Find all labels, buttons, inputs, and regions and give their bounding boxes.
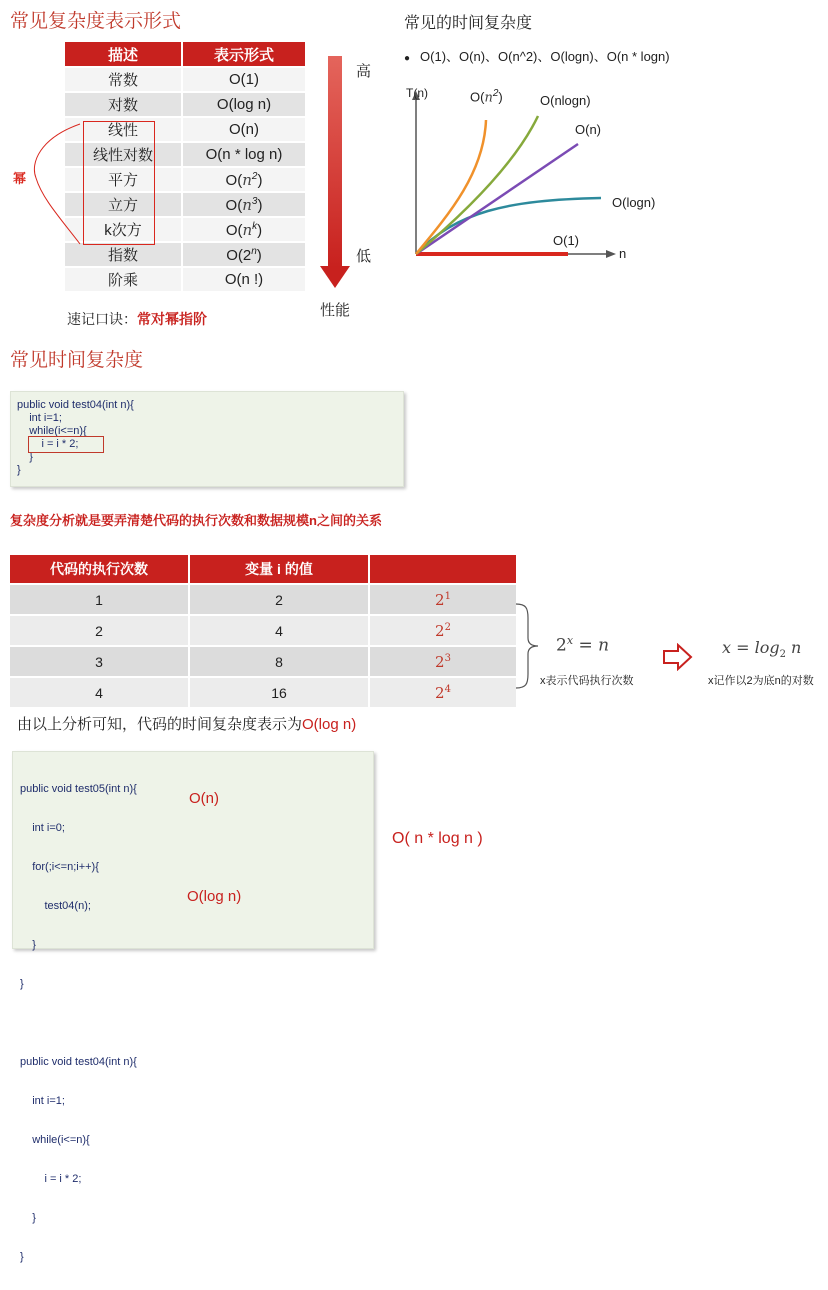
code-line: int i=1; <box>20 1095 65 1107</box>
cell-count: 2 <box>10 616 188 645</box>
row-desc: 常数 <box>65 68 181 91</box>
table-row <box>10 616 516 645</box>
x-axis-arrow-icon <box>606 250 616 258</box>
code-line: } <box>20 1251 24 1263</box>
conclusion <box>17 713 356 734</box>
row-desc: 线性 <box>65 118 181 141</box>
header-desc: 描述 <box>65 42 181 66</box>
row-form: O(n !) <box>183 268 305 291</box>
values-table <box>8 553 518 709</box>
label-test04-complexity: O(log n) <box>187 888 242 905</box>
power-rows-highlight <box>83 121 155 245</box>
equation-right: $x = \log_2 n$ <box>722 638 802 661</box>
conclusion-highlight: O(log n) <box>302 716 357 733</box>
cell-count: 1 <box>10 585 188 614</box>
table-row <box>65 68 305 91</box>
conclusion-text: 由以上分析可知，代码的时间复杂度表示为 <box>17 716 303 733</box>
table-header-row <box>65 42 305 66</box>
label-ologn: O(logn) <box>612 195 656 210</box>
label-o1: O(1) <box>553 233 579 248</box>
row-form: $O(n^2)$ <box>183 168 305 191</box>
row-desc: 立方 <box>65 193 181 216</box>
cell-power: $2^2$ <box>370 616 516 645</box>
table-row <box>65 268 305 291</box>
cell-value: 8 <box>190 647 368 676</box>
performance-arrow <box>318 56 352 290</box>
code-line: public void test05(int n){ <box>20 783 137 795</box>
cell-value: 2 <box>190 585 368 614</box>
code-block-test05 <box>12 751 374 1263</box>
common-title: 常见时间复杂度 <box>10 350 144 371</box>
code-line: } <box>17 451 33 463</box>
cell-power: $2^4$ <box>370 678 516 707</box>
row-desc: 平方 <box>65 168 181 191</box>
brace-curve <box>20 118 90 248</box>
code-line: } <box>20 939 36 951</box>
arrow-perf-label: 性能 <box>320 302 351 319</box>
code-line: } <box>20 1212 36 1224</box>
row-desc: 指数 <box>65 243 181 266</box>
cell-count: 3 <box>10 647 188 676</box>
code-line: } <box>20 978 24 990</box>
row-desc: 对数 <box>65 93 181 116</box>
mnemonic <box>67 309 207 329</box>
equation-left: $2^x = n$ <box>556 634 610 656</box>
label-on: O(n) <box>575 122 601 137</box>
cell-value: 16 <box>190 678 368 707</box>
code-line: int i=1; <box>17 412 62 424</box>
code-line: public void test04(int n){ <box>17 399 134 411</box>
code-line: test04(n); <box>20 900 91 912</box>
code-line: public void test04(int n){ <box>20 1056 137 1068</box>
mnemonic-value: 常对幂指阶 <box>137 311 207 327</box>
cell-count: 4 <box>10 678 188 707</box>
curve-on2 <box>416 120 486 254</box>
header-power <box>370 555 516 583</box>
label-onlogn: O(nlogn) <box>540 93 591 108</box>
table-row <box>10 678 516 707</box>
cell-power: $2^1$ <box>370 585 516 614</box>
cell-value: 4 <box>190 616 368 645</box>
mnemonic-prefix: 速记口诀： <box>67 311 137 327</box>
code-line <box>20 1017 373 1030</box>
row-desc: 线性对数 <box>65 143 181 166</box>
table-brace <box>512 602 542 690</box>
total-complexity: O( n * log n ) <box>392 830 483 847</box>
code-line: for(;i<=n;i++){ <box>20 861 99 873</box>
equation-right-note: x记作以2为底n的对数 <box>708 675 814 687</box>
row-desc: k次方 <box>65 218 181 241</box>
graph-bullet: ● O(1)、O(n)、O(n^2)、O(logn)、O(n * logn) <box>404 49 670 64</box>
complexity-graph <box>396 82 656 272</box>
label-on2: $O(n^2)$ <box>470 88 503 106</box>
code-line: i = i * 2; <box>20 1173 82 1185</box>
code-line: i = i * 2; <box>17 438 79 450</box>
code-line: while(i<=n){ <box>17 425 87 437</box>
hollow-arrow-icon <box>662 643 694 671</box>
table-row <box>65 243 305 266</box>
code-line: int i=0; <box>20 822 65 834</box>
row-form: O(1) <box>183 68 305 91</box>
label-test05-complexity: O(n) <box>189 790 219 807</box>
equation-left-note: x表示代码执行次数 <box>540 675 634 687</box>
table-row <box>10 647 516 676</box>
table-header-row <box>10 555 516 583</box>
arrow-high-label: 高 <box>356 63 372 80</box>
row-form: $O(n^3)$ <box>183 193 305 216</box>
row-form: O(n) <box>183 118 305 141</box>
row-form: O(n * log n) <box>183 143 305 166</box>
arrow-low-label: 低 <box>356 248 372 265</box>
header-form: 表示形式 <box>183 42 305 66</box>
y-axis-label: T(n) <box>406 86 428 100</box>
row-desc: 阶乘 <box>65 268 181 291</box>
code-highlight-box <box>28 436 104 453</box>
row-form: O(2$^n$) <box>183 243 305 266</box>
row-form: O(log n) <box>183 93 305 116</box>
analysis-title: 复杂度分析就是要弄清楚代码的执行次数和数据规模n之间的关系 <box>10 513 382 528</box>
forms-title: 常见复杂度表示形式 <box>10 11 182 32</box>
cell-power: $2^3$ <box>370 647 516 676</box>
brace-label: 幂 <box>13 171 27 186</box>
header-value: 变量 i 的值 <box>190 555 368 583</box>
graph-bullet-text: O(1)、O(n)、O(n^2)、O(logn)、O(n * logn) <box>420 49 670 64</box>
row-form: $O(n^k)$ <box>183 218 305 241</box>
code-line: } <box>17 464 21 476</box>
code-line: while(i<=n){ <box>20 1134 90 1146</box>
table-row <box>10 585 516 614</box>
x-axis-label: n <box>619 246 627 261</box>
graph-title: 常见的时间复杂度 <box>404 15 533 32</box>
header-count: 代码的执行次数 <box>10 555 188 583</box>
table-row <box>65 93 305 116</box>
